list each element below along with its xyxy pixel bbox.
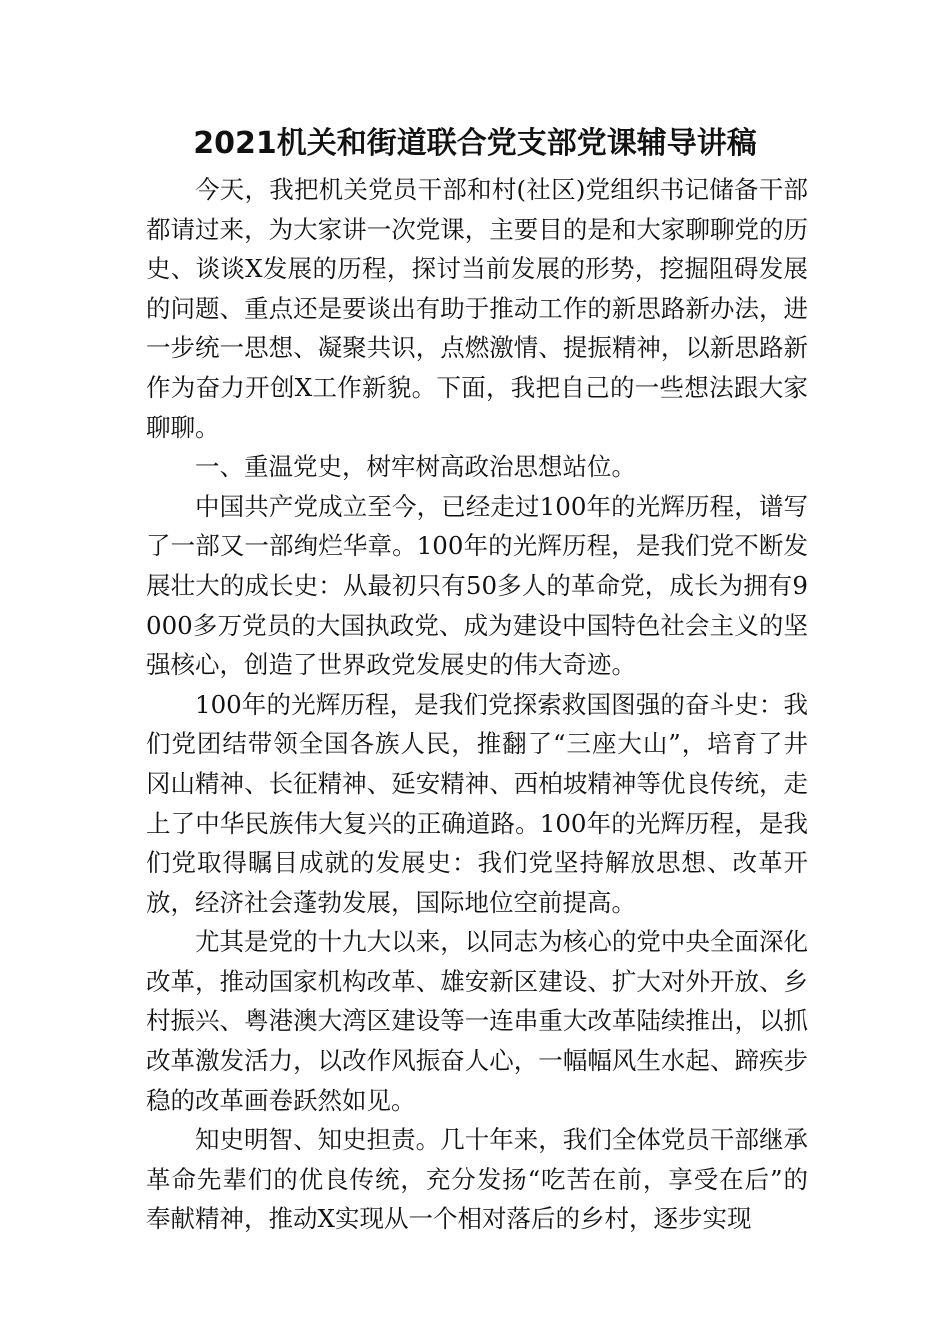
document-body <box>146 170 808 1239</box>
document-title: 2021机关和街道联合党支部党课辅导讲稿 <box>193 126 757 161</box>
paragraph-intro: 今天，我把机关党员干部和村(社区)党组织书记储备干部都请过来，为大家讲一次党课，主要目的是和大家聊聊党的历史、谈谈X发展的历程，探讨当前发展的形势，挖掘阻碍发展的问题、重点还是要谈出有助于推动工作的新思路新办法，进一步统一思想、凝聚共识，点燃激情、提振精神，以新思路新作为奋力开创X工作新貌。下面，我把自己的一些想法跟大家聊聊。 <box>146 175 808 442</box>
paragraph-responsibility: 知史明智、知史担责。几十年来，我们全体党员干部继承革命先辈们的优良传统，充分发扬“吃苦在前，享受在后”的奉献精神，推动X实现从一个相对落后的乡村，逐步实现 <box>146 1125 808 1234</box>
section-heading-1: 一、重温党史，树牢树高政治思想站位。 <box>195 452 636 482</box>
paragraph-history-struggle: 100年的光辉历程，是我们党探索救国图强的奋斗史：我们党团结带领全国各族人民，推翻了“三座大山”，培育了井冈山精神、长征精神、延安精神、西柏坡精神等优良传统，走上了中华民族伟大复兴的正确道路。100年的光辉历程，是我们党取得瞩目成就的发展史：我们党坚持解放思想、改革开放，经济社会蓬勃发展，国际地位空前提高。 <box>146 689 808 917</box>
paragraph-reform: 尤其是党的十九大以来，以同志为核心的党中央全面深化改革，推动国家机构改革、雄安新区建设、扩大对外开放、乡村振兴、粤港澳大湾区建设等一连串重大改革陆续推出，以抓改革激发活力，以改作风振奋人心，一幅幅风生水起、蹄疾步稳的改革画卷跃然如见。 <box>146 927 808 1115</box>
paragraph-history-growth: 中国共产党成立至今，已经走过100年的光辉历程，谱写了一部又一部绚烂华章。100年的光辉历程，是我们党不断发展壮大的成长史：从最初只有50多人的革命党，成长为拥有9000多万党员的大国执政党、成为建设中国特色社会主义的坚强核心，创造了世界政党发展史的伟大奇迹。 <box>146 491 808 680</box>
